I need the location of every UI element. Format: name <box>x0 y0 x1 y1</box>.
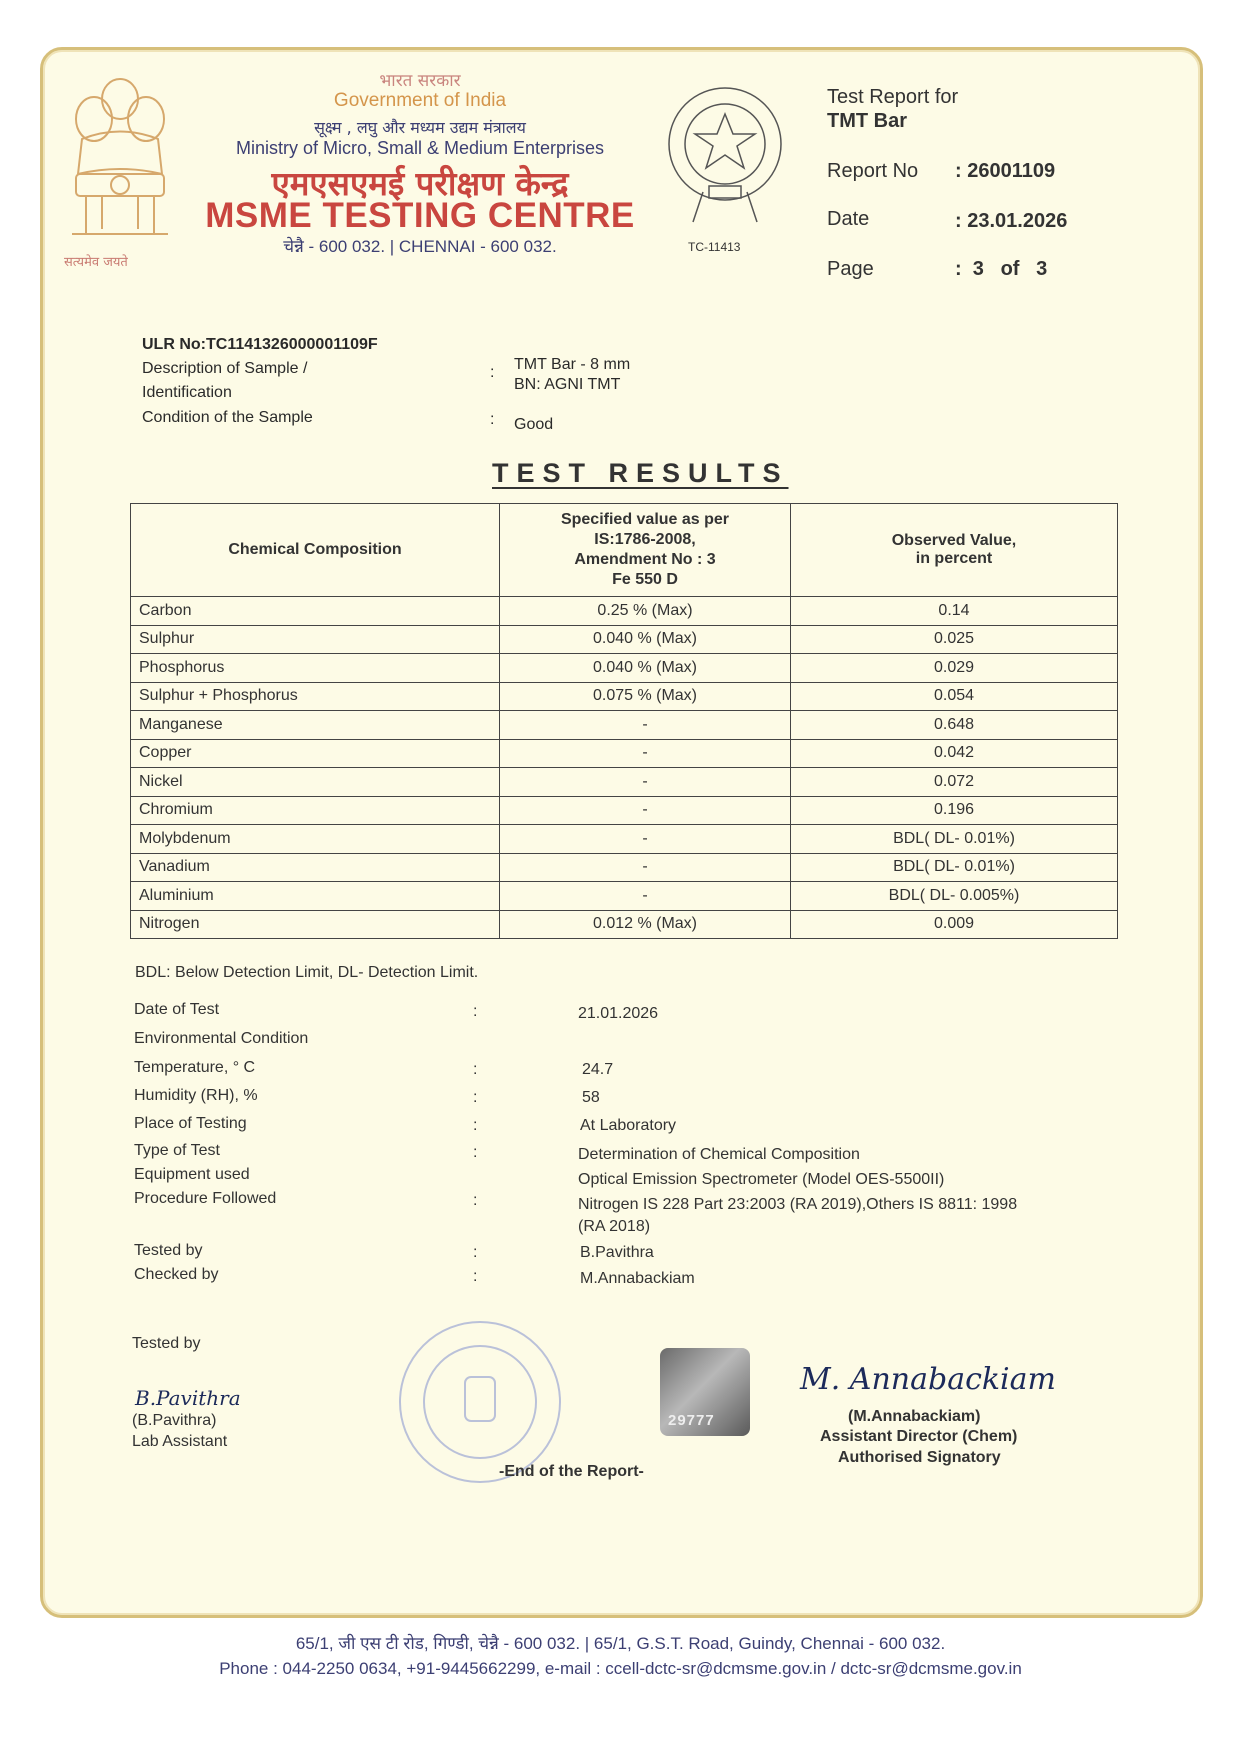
type-label: Type of Test <box>134 1142 220 1159</box>
header-hindi-ministry: सूक्ष्म , लघु और मध्यम उद्यम मंत्रालय <box>314 118 526 137</box>
spec-value: 0.25 % (Max) <box>500 597 791 626</box>
colon: : <box>473 1003 478 1020</box>
place-value: At Laboratory <box>580 1117 677 1134</box>
spec-value: - <box>500 882 791 911</box>
table-row <box>131 597 1118 626</box>
end-of-report: -End of the Report- <box>499 1463 644 1480</box>
observed-value: 0.042 <box>791 739 1118 768</box>
desc-label-1: Description of Sample / <box>142 360 308 377</box>
equipment-label: Equipment used <box>134 1166 250 1183</box>
table-row <box>131 682 1118 711</box>
observed-value: BDL( DL- 0.005%) <box>791 882 1118 911</box>
element-name: Copper <box>131 739 500 768</box>
ulr-no: ULR No:TC1141326000001109F <box>142 336 378 353</box>
element-name: Chromium <box>131 796 500 825</box>
bdl-note: BDL: Below Detection Limit, DL- Detection Limit. <box>135 964 479 981</box>
colon: : <box>473 1061 478 1078</box>
place-label: Place of Testing <box>134 1115 247 1132</box>
left-signature: B.Pavithra <box>135 1386 241 1410</box>
env-condition-label: Environmental Condition <box>134 1030 309 1047</box>
table-row <box>131 654 1118 683</box>
spec-value: - <box>500 796 791 825</box>
checked-by-label: Checked by <box>134 1266 219 1283</box>
footer-address: 65/1, जी एस टी रोड, गिण्डी, चेन्नै - 600 032. | 65/1, G.S.T. Road, Guindy, Chennai - 600 032. <box>295 1634 946 1653</box>
results-title: TEST RESULTS <box>492 458 789 488</box>
procedure-label: Procedure Followed <box>134 1190 277 1207</box>
observed-value: 0.072 <box>791 768 1118 797</box>
element-name: Manganese <box>131 711 500 740</box>
temperature-value: 24.7 <box>582 1061 614 1078</box>
colon: : <box>473 1144 478 1161</box>
observed-value: 0.025 <box>791 625 1118 654</box>
table-row <box>131 853 1118 882</box>
right-signature: M. Annabackiam <box>800 1362 1056 1397</box>
condition-label: Condition of the Sample <box>142 409 313 426</box>
col-header-observed <box>791 504 1118 597</box>
spec-value: - <box>500 711 791 740</box>
procedure-value-2: (RA 2018) <box>578 1218 651 1235</box>
spec-value: 0.040 % (Max) <box>500 625 791 654</box>
spec-value: - <box>500 825 791 854</box>
report-no-label: Report No <box>827 160 919 182</box>
element-name: Nitrogen <box>131 910 500 939</box>
element-name: Vanadium <box>131 853 500 882</box>
page-label: Page <box>827 258 874 280</box>
emblem-motto: सत्यमेव जयते <box>64 255 128 270</box>
left-name: (B.Pavithra) <box>132 1412 217 1429</box>
table-row <box>131 825 1118 854</box>
type-value: Determination of Chemical Composition <box>578 1146 860 1163</box>
spec-header-line-2: IS:1786-2008, <box>594 531 696 548</box>
date-of-test-value: 21.01.2026 <box>578 1005 659 1022</box>
spec-value: - <box>500 739 791 768</box>
tested-by-value: B.Pavithra <box>580 1244 654 1261</box>
spec-value: - <box>500 768 791 797</box>
humidity-value: 58 <box>582 1089 600 1106</box>
observed-value: 0.648 <box>791 711 1118 740</box>
desc-value-1: TMT Bar - 8 mm <box>514 356 631 373</box>
date-label: Date <box>827 208 870 230</box>
condition-colon: : <box>490 411 495 428</box>
desc-colon: : <box>490 364 495 381</box>
header-gov: Government of India <box>333 90 507 111</box>
header-ministry: Ministry of Micro, Small & Medium Enterprises <box>235 138 605 158</box>
colon: : <box>473 1268 478 1285</box>
observed-value: 0.054 <box>791 682 1118 711</box>
footer-contact: Phone : 044-2250 0634, +91-9445662299, e-mail : ccell-dctc-sr@dcmsme.gov.in / dctc-sr@dcmsme.gov.in <box>219 1659 1022 1678</box>
spec-value: 0.075 % (Max) <box>500 682 791 711</box>
results-table <box>130 503 1118 939</box>
right-role-1: Assistant Director (Chem) <box>820 1428 1018 1445</box>
colon: : <box>473 1244 478 1261</box>
desc-value-2: BN: AGNI TMT <box>514 376 621 393</box>
observed-value: 0.029 <box>791 654 1118 683</box>
colon: : <box>473 1192 478 1209</box>
colon: : <box>473 1089 478 1106</box>
table-row <box>131 796 1118 825</box>
table-row <box>131 739 1118 768</box>
element-name: Aluminium <box>131 882 500 911</box>
observed-value: BDL( DL- 0.01%) <box>791 853 1118 882</box>
observed-value: BDL( DL- 0.01%) <box>791 825 1118 854</box>
table-row <box>131 625 1118 654</box>
equipment-value: Optical Emission Spectrometer (Model OES-5500II) <box>578 1171 945 1188</box>
accreditation-seal-icon <box>663 82 787 242</box>
left-role: Lab Assistant <box>132 1433 228 1450</box>
page-value: : 3 of 3 <box>955 258 1048 280</box>
report-for-label: Test Report for <box>827 86 959 108</box>
header-hindi-gov: भारत सरकार <box>379 71 461 91</box>
spec-value: 0.012 % (Max) <box>500 910 791 939</box>
checked-by-value: M.Annabackiam <box>580 1270 695 1287</box>
element-name: Molybdenum <box>131 825 500 854</box>
col-header-composition: Chemical Composition <box>131 504 500 597</box>
right-role-2: Authorised Signatory <box>838 1449 1001 1466</box>
table-row <box>131 910 1118 939</box>
element-name: Sulphur <box>131 625 500 654</box>
hologram-number: 29777 <box>668 1412 715 1429</box>
element-name: Phosphorus <box>131 654 500 683</box>
header-hindi-centre: एमएसएमई परीक्षण केन्द्र <box>271 164 569 203</box>
header-centre: MSME TESTING CENTRE <box>205 196 635 235</box>
report-no-value: : 26001109 <box>955 160 1056 182</box>
spec-value: - <box>500 853 791 882</box>
header-address: चेन्नै - 600 032. | CHENNAI - 600 032. <box>283 237 557 256</box>
date-value: : 23.01.2026 <box>955 210 1068 232</box>
right-name: (M.Annabackiam) <box>848 1408 981 1425</box>
table-row <box>131 882 1118 911</box>
tested-by-heading: Tested by <box>132 1335 201 1352</box>
humidity-label: Humidity (RH), % <box>134 1087 258 1104</box>
observed-value: 0.14 <box>791 597 1118 626</box>
element-name: Carbon <box>131 597 500 626</box>
observed-value: 0.009 <box>791 910 1118 939</box>
procedure-value-1: Nitrogen IS 228 Part 23:2003 (RA 2019),Others IS 8811: 1998 <box>578 1196 1018 1213</box>
spec-header-line-4: Fe 550 D <box>612 571 678 588</box>
desc-label-2: Identification <box>142 384 232 401</box>
date-of-test-label: Date of Test <box>134 1001 220 1018</box>
national-emblem-icon <box>62 64 178 264</box>
condition-value: Good <box>514 416 554 433</box>
spec-header-line-1: Specified value as per <box>560 511 730 528</box>
spec-value: 0.040 % (Max) <box>500 654 791 683</box>
report-for-value: TMT Bar <box>827 110 907 132</box>
element-name: Sulphur + Phosphorus <box>131 682 500 711</box>
table-row <box>131 768 1118 797</box>
seal-code: TC-11413 <box>688 240 741 254</box>
temperature-label: Temperature, ° C <box>134 1059 256 1076</box>
colon: : <box>473 1117 478 1134</box>
spec-header-line-3: Amendment No : 3 <box>574 551 716 568</box>
tested-by-label: Tested by <box>134 1242 203 1259</box>
element-name: Nickel <box>131 768 500 797</box>
observed-header-line-1: Observed Value, <box>891 532 1017 549</box>
observed-value: 0.196 <box>791 796 1118 825</box>
col-header-spec <box>500 504 791 597</box>
table-row <box>131 711 1118 740</box>
observed-header-line-2: in percent <box>915 550 993 567</box>
